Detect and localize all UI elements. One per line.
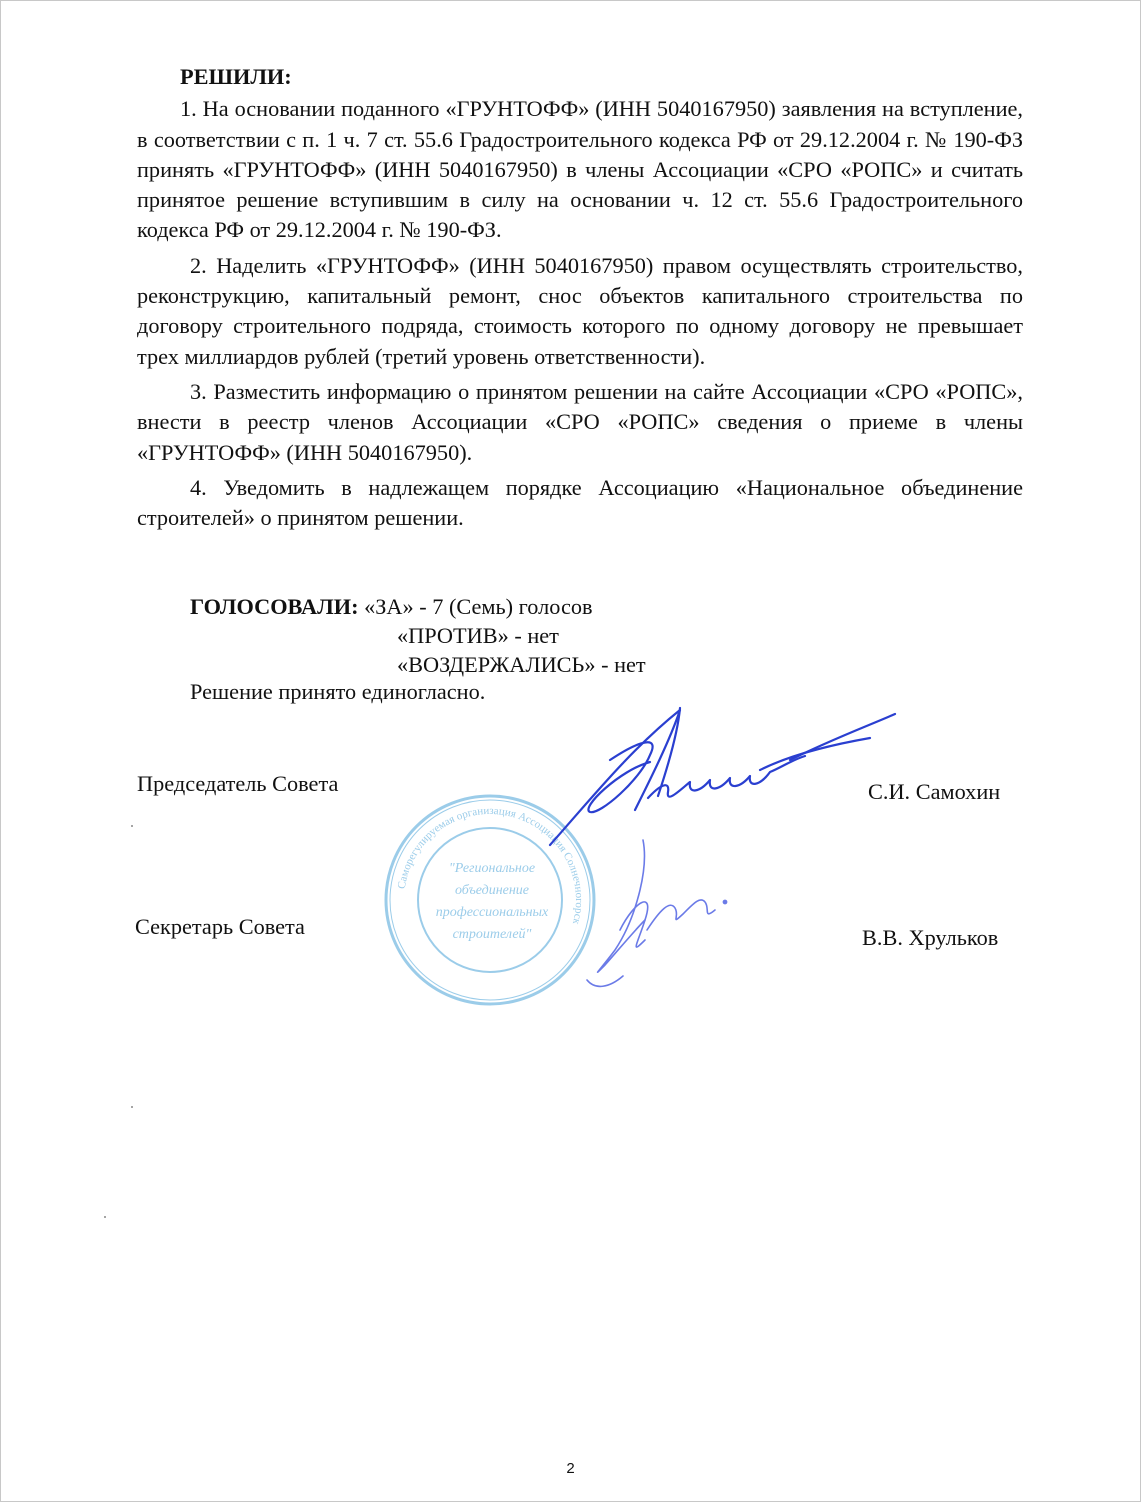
vote-for: «ЗА» - 7 (Семь) голосов <box>364 594 593 619</box>
secretary-role: Секретарь Совета <box>135 914 305 939</box>
page-number: 2 <box>566 1460 575 1477</box>
resolution-body <box>137 62 1023 533</box>
resolution-item-2: 2. Наделить «ГРУНТОФФ» (ИНН 5040167950) правом осуществлять строительство, реконструкцию, капитальный ремонт, снос объектов капитального строительства по договору строительного подряда, стоимость которого по одному договору не превышает трех миллиардов рублей (третий уровень ответственности). <box>137 252 1023 369</box>
secretary-name: В.В. Хрульков <box>862 925 999 950</box>
voting-block <box>190 592 646 677</box>
decision-text: Решение принято единогласно. <box>190 679 486 704</box>
chairman-role: Председатель Совета <box>137 771 339 796</box>
section-heading: РЕШИЛИ: <box>180 64 292 89</box>
stamp-line-4: строителей" <box>452 927 532 942</box>
stamp-line-3: профессиональных <box>435 905 549 920</box>
resolution-item-3: 3. Разместить информацию о принятом решении на сайте Ассоциации «СРО «РОПС», внести в реестр членов Ассоциации «СРО «РОПС» сведения о приеме в члены «ГРУНТОФФ» (ИНН 5040167950). <box>137 378 1023 465</box>
scan-speck <box>131 1106 133 1108</box>
vote-abstain: «ВОЗДЕРЖАЛИСЬ» - нет <box>397 652 646 677</box>
voting-label: ГОЛОСОВАЛИ: <box>190 594 359 619</box>
secretary-signature <box>575 830 755 1000</box>
stamp-line-2: объединение <box>454 883 530 898</box>
resolution-item-1: 1. На основании поданного «ГРУНТОФФ» (ИНН 5040167950) заявления на вступление, в соответствии с п. 1 ч. 7 ст. 55.6 Градостроительного кодекса РФ от 29.12.2004 г. № 190-ФЗ принять «ГРУНТОФФ» (ИНН 5040167950) в члены Ассоциации «СРО «РОПС» и считать принятое решение вступившим в силу на основании ч. 12 ст. 55.6 Градостроительного кодекса РФ от 29.12.2004 г. № 190-ФЗ. <box>137 96 1023 243</box>
scan-speck <box>131 825 133 827</box>
vote-against: «ПРОТИВ» - нет <box>397 623 559 648</box>
resolution-item-4: 4. Уведомить в надлежащем порядке Ассоциацию «Национальное объединение строителей» о принятом решении. <box>137 474 1023 531</box>
scan-speck <box>104 1216 106 1218</box>
chairman-name: С.И. Самохин <box>868 779 1001 804</box>
stamp-ring-text: Саморегулируемая организация Ассоциация Солнечногорск <box>395 804 586 926</box>
stamp-line-1: "Региональное <box>448 861 536 876</box>
